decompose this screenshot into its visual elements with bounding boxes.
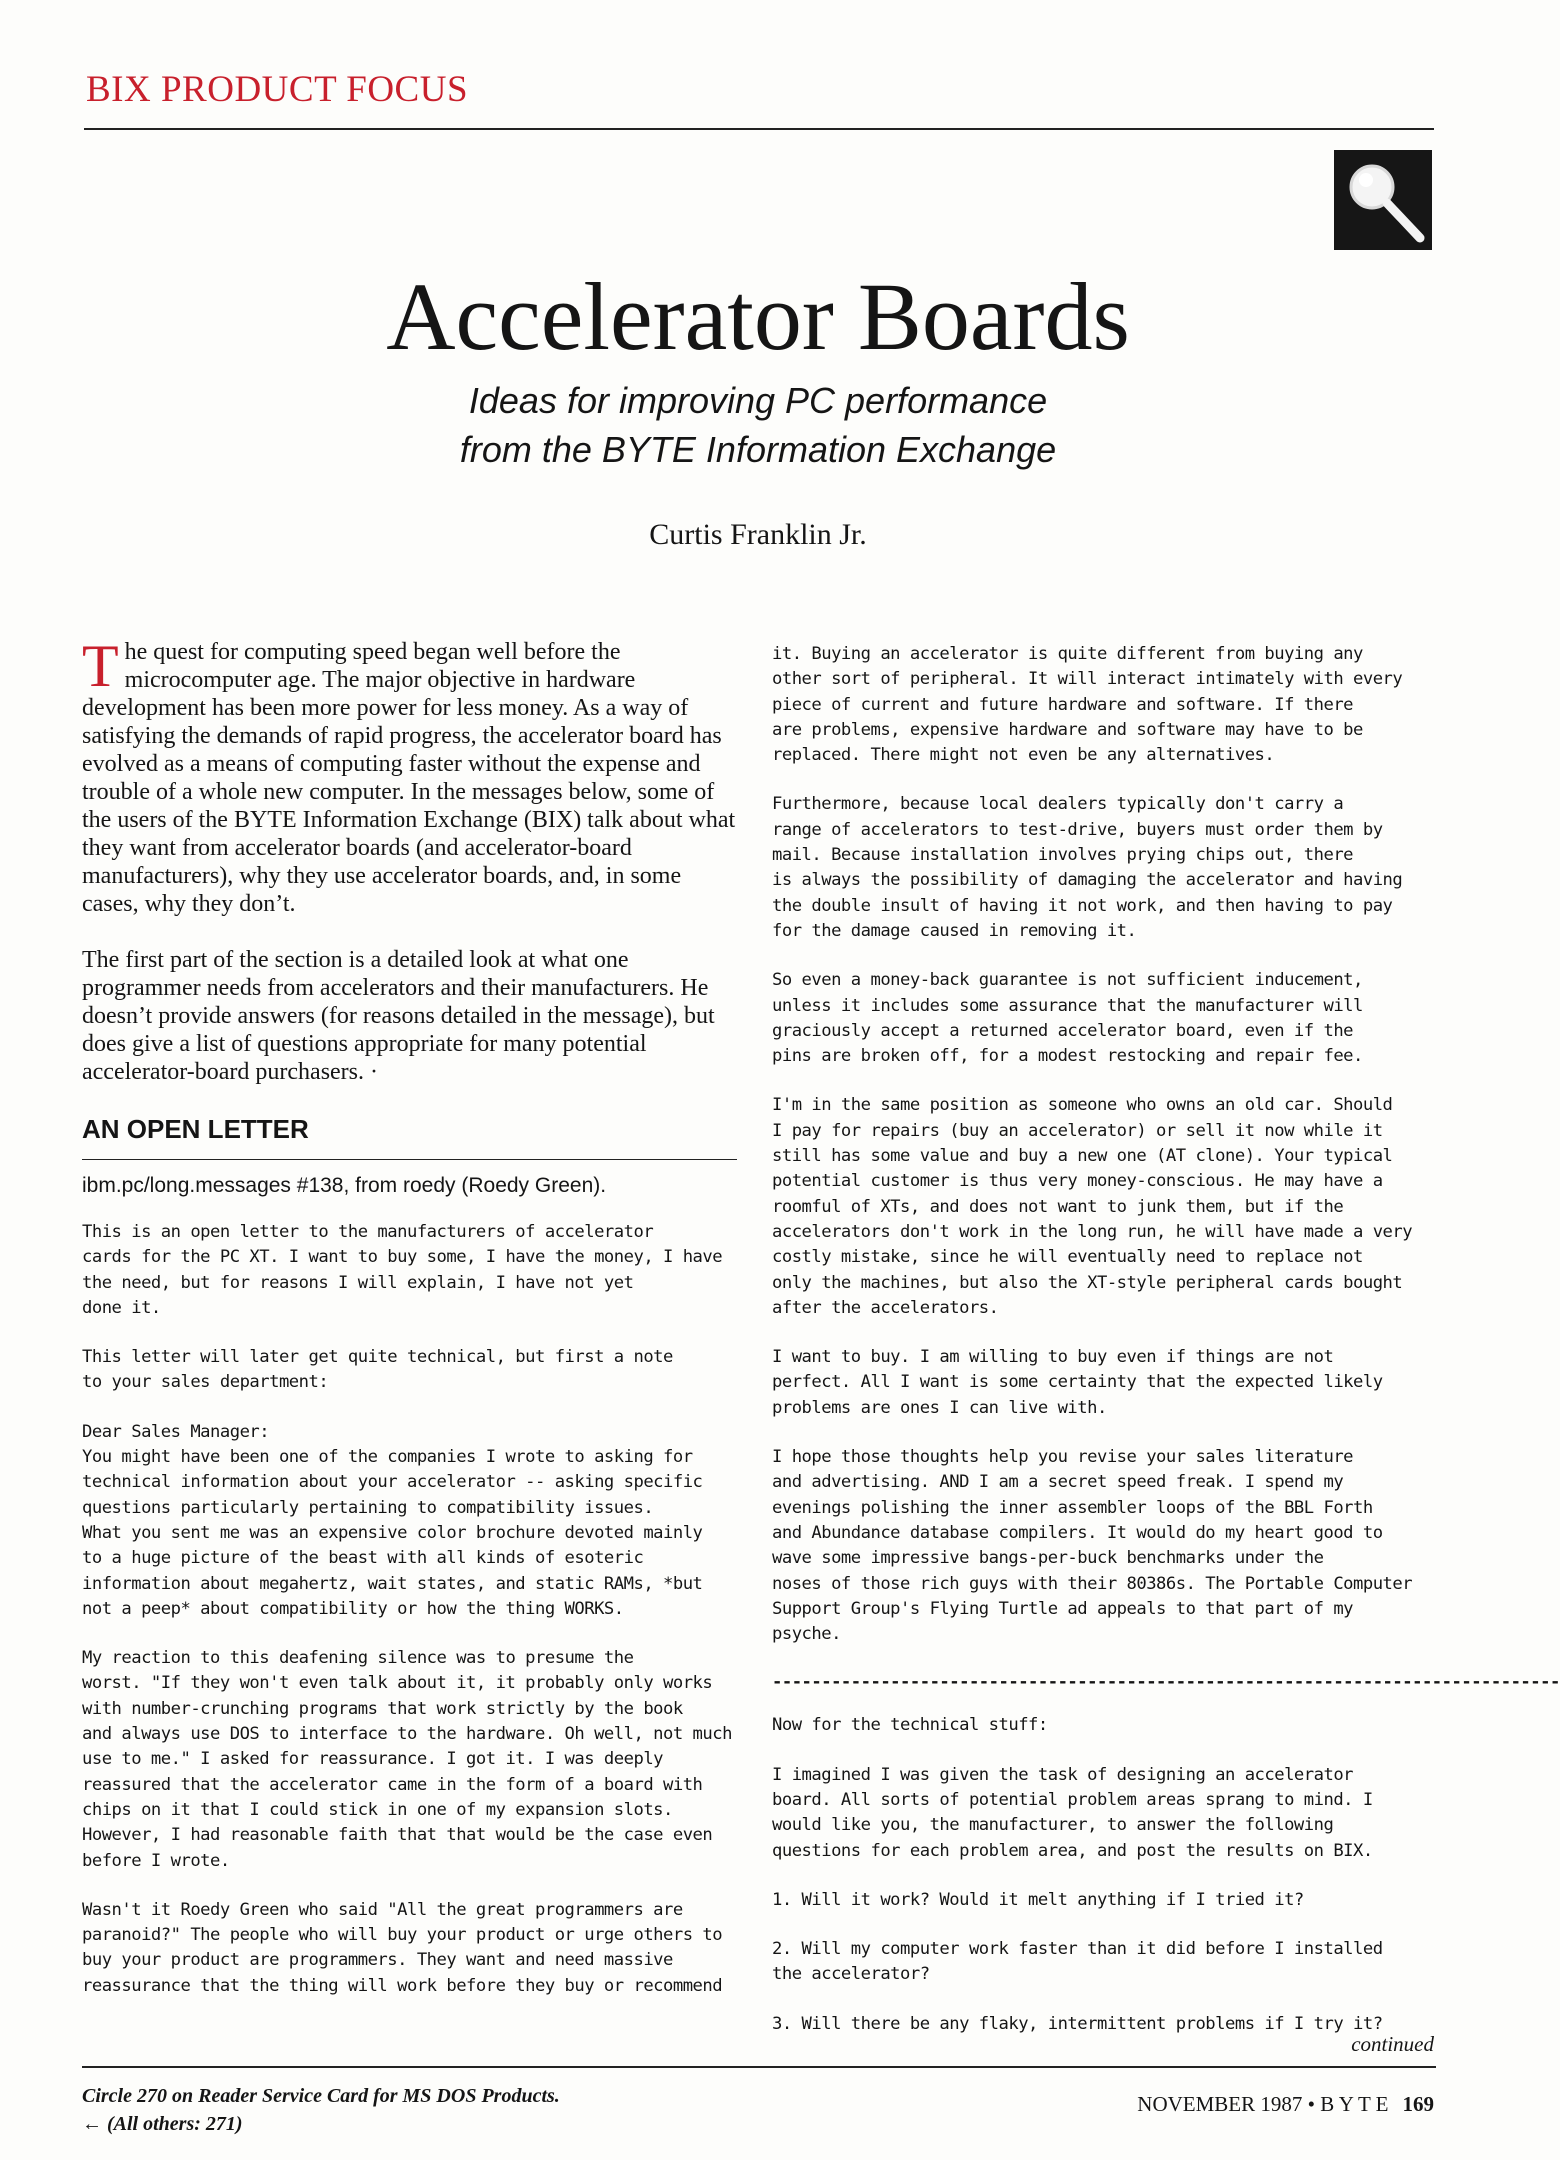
intro-paragraph-1 (82, 633, 742, 918)
subtitle-line-2: from the BYTE Information Exchange (459, 429, 1057, 470)
right-column (772, 642, 1560, 2037)
subtitle-line-1: Ideas for improving PC performance (468, 380, 1048, 421)
reader-service-line-2: ← (All others: 271) (82, 2113, 243, 2135)
letter-paragraph: I want to buy. I am willing to buy even if things are not perfect. All I want is some certainty that the expected likely problems are ones I can live with. (772, 1347, 1383, 1418)
technical-paragraph: Now for the technical stuff: (772, 1715, 1048, 1736)
letter-paragraph: I hope those thoughts help you revise your sales literature and advertising. AND I am a secret speed freak. I spend my evenings polishing the inner assembler loops of the BBL Forth and Abundance database compilers. It would do my heart good to wave some impressive bangs-per-buck benchmarks under the noses of those rich guys with their 80386s. The Portable Computer Support Group's Flying Turtle ad appeals to that part of my psyche. (772, 1447, 1413, 1645)
letter-paragraph: Wasn't it Roedy Green who said "All the great programmers are paranoid?" The people who will buy your product or urge others to buy your product are programmers. They want and need massive reassurance that the thing will work before they buy or recommend (82, 1899, 723, 1996)
intro-paragraph-2: The first part of the section is a detailed look at what one programmer needs from accelerators and their manufacturers. He doesn’t provide answers (for reasons detailed in the message), but does give a list of questions appropriate for many potential accelerator-board purchasers. · (82, 947, 715, 1085)
question-item: 1. Will it work? Would it melt anything if I tried it? (772, 1889, 1304, 1910)
magnifier-icon (1334, 150, 1432, 250)
letter-paragraph: it. Buying an accelerator is quite different from buying any other sort of peripheral. It will interact intimately with every piece of current and future hardware and software. If there are problems, expensive hardware and software may have to be replaced. There might not even be any alternatives. (772, 644, 1403, 766)
left-column (82, 633, 742, 1999)
footer-rule (82, 2066, 1436, 2068)
article-subtitle (0, 376, 1516, 474)
continued-label: continued (1351, 2032, 1434, 2056)
message-header: ibm.pc/long.messages #138, from roedy (Roedy Green). (82, 1174, 607, 1197)
drop-cap: T (82, 633, 119, 699)
byline: Curtis Franklin Jr. (649, 518, 867, 551)
letter-paragraph: So even a money-back guarantee is not sufficient inducement, unless it includes some assurance that the manufacturer will graciously accept a returned accelerator board, even if the pins are broken off, for a modest restocking and repair fee. (772, 970, 1363, 1067)
letter-paragraph: My reaction to this deafening silence was to presume the worst. "If they won't even talk about it, it probably only works with number-crunching programs that work strictly by the book and always use DOS to interface to the hardware. Oh well, not much use to me." I asked for reassurance. I got it. I was deeply reassured that the accelerator came in the form of a board with chips on it that I could stick in one of my expansion slots. However, I had reasonable faith that that would be the case even before I wrote. (82, 1648, 732, 1871)
question-item: 2. Will my computer work faster than it did before I installed the accelerator? (772, 1939, 1383, 1985)
letter-paragraph: Furthermore, because local dealers typically don't carry a range of accelerators to test-drive, buyers must order them by mail. Because installation involves prying chips out, there is always the possibility of damaging the accelerator and having the double insult of having it not work, and then having to pay for the damage caused in removing it. (772, 794, 1403, 941)
article-title: Accelerator Boards (386, 263, 1130, 370)
page-footer (1137, 2092, 1434, 2117)
letter-paragraph: Dear Sales Manager: You might have been one of the companies I wrote to asking for technical information about your accelerator -- asking specific questions particularly pertaining to compatibility issues. What you sent me was an expensive color brochure devoted mainly to a huge picture of the beast with all kinds of esoteric information about megahertz, wait states, and static RAMs, *but not a peep* about compatibility or how the thing WORKS. (82, 1421, 703, 1619)
intro-paragraph-1-text: he quest for computing speed began well before the microcomputer age. The major objective in hardware development has been more power for less money. As a way of satisfying the demands of rapid progress, the accelerator board has evolved as a means of computing faster without the expense and trouble of a whole new computer. In the messages below, some of the users of the BYTE Information Exchange (BIX) talk about what they want from accelerator boards (and accelerator-board manufacturers), why they use accelerator boards, and, in some cases, why they don’t. (82, 639, 736, 917)
letter-paragraph: This is an open letter to the manufacturers of accelerator cards for the PC XT. I want to buy some, I have the money, I have the need, but for reasons I will explain, I have not yet done it. (82, 1222, 723, 1318)
page-number: 169 (1402, 2092, 1434, 2116)
issue-label: NOVEMBER 1987 • B Y T E (1137, 2092, 1389, 2116)
section-heading: AN OPEN LETTER (82, 1114, 309, 1144)
dashed-separator: -------------------------------------------------------------------------------- (772, 1672, 1560, 1693)
technical-paragraph: I imagined I was given the task of designing an accelerator board. All sorts of potential problem areas sprang to mind. I would like you, the manufacturer, to answer the following questions for each problem area, and post the results on BIX. (772, 1764, 1373, 1861)
section-label: BIX PRODUCT FOCUS (86, 69, 469, 110)
reader-service-line-1: Circle 270 on Reader Service Card for MS DOS Products. (82, 2085, 560, 2107)
heading-rule (82, 1159, 737, 1160)
letter-paragraph: I'm in the same position as someone who owns an old car. Should I pay for repairs (buy an accelerator) or sell it now while it still has some value and buy a new one (AT clone). Your typical potential customer is thus very money-conscious. He may have a roomful of XTs, and does not want to junk them, but if the accelerators don't work in the long run, he will have made a very costly mistake, since he will eventually need to replace not only the machines, but also the XT-style peripheral cards bought after the accelerators. (772, 1095, 1413, 1318)
question-item: 3. Will there be any flaky, intermittent problems if I try it? (772, 2013, 1383, 2034)
reader-service-note (82, 2082, 560, 2138)
letter-paragraph: This letter will later get quite technical, but first a note to your sales department: (82, 1347, 673, 1393)
header-rule (84, 128, 1434, 130)
